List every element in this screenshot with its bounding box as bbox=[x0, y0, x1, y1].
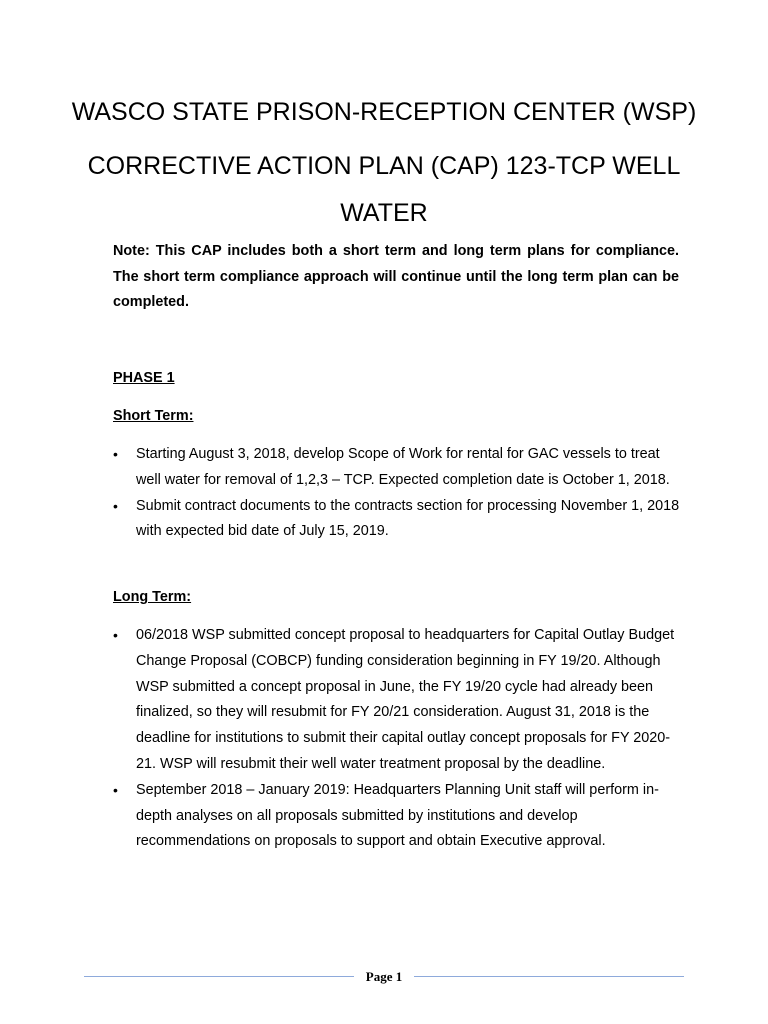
list-item-text: 06/2018 WSP submitted concept proposal to headquarters for Capital Outlay Budget Change Proposal (COBCP) funding consideration beginning in FY 19/20. Although WSP submitted a concept proposal in June, the FY 19/20 cycle had already been finalized, so they will resubmit for FY 20/21 consideration. August 31, 2018 is the deadline for institutions to submit their capital outlay concept proposals for FY 2020-21. WSP will resubmit their well water treatment proposal by the deadline. bbox=[136, 627, 675, 772]
document-subtitle: CORRECTIVE ACTION PLAN (CAP) 123-TCP WELL WATER bbox=[87, 152, 681, 227]
long-term-heading: Long Term: bbox=[113, 589, 192, 605]
list-item-text: Starting August 3, 2018, develop Scope of Work for rental for GAC vessels to treat well water for removal of 1,2,3 – TCP. Expected completion date is October 1, 2018. bbox=[136, 446, 670, 488]
compliance-note: Note: This CAP includes both a short term and long term plans for compliance. The short term compliance approach will continue until the long term plan can be completed. bbox=[113, 243, 679, 310]
long-term-list bbox=[113, 623, 683, 855]
bullet-icon: • bbox=[113, 446, 118, 462]
bullet-icon: • bbox=[113, 627, 118, 643]
list-item bbox=[113, 778, 683, 855]
list-item bbox=[113, 623, 683, 778]
bullet-icon: • bbox=[113, 497, 118, 514]
list-item-text: Submit contract documents to the contracts section for processing November 1, 2018 with expected bid date of July 15, 2019. bbox=[136, 497, 680, 540]
list-item bbox=[113, 494, 683, 546]
bullet-icon: • bbox=[113, 781, 118, 798]
short-term-list bbox=[113, 442, 683, 545]
page-number: Page 1 bbox=[365, 969, 403, 984]
list-item-text: September 2018 – January 2019: Headquarters Planning Unit staff will perform in-depth analyses on all proposals submitted by institutions and develop recommendations on proposals to support and obtain Executive approval. bbox=[136, 781, 659, 850]
footer-rule-right bbox=[414, 976, 684, 977]
short-term-heading: Short Term: bbox=[113, 408, 194, 424]
phase-heading: PHASE 1 bbox=[113, 370, 175, 386]
document-title: WASCO STATE PRISON-RECEPTION CENTER (WSP) bbox=[71, 98, 697, 126]
footer-rule-left bbox=[84, 976, 354, 977]
list-item bbox=[113, 442, 683, 494]
